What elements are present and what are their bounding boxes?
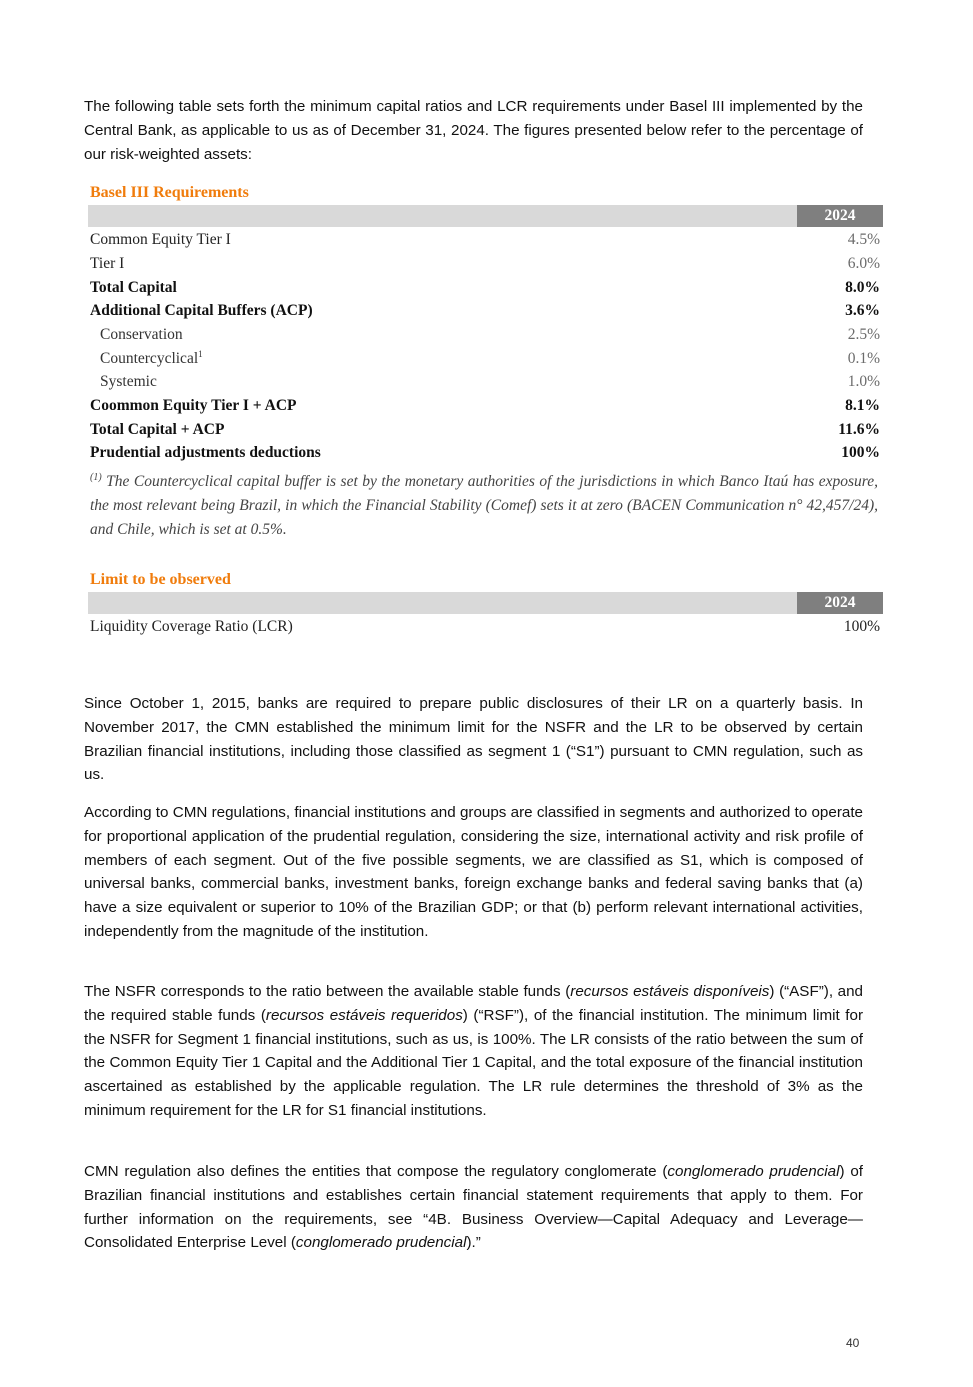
row-value: 100% <box>841 444 880 461</box>
intro-paragraph: The following table sets forth the minimum capital ratios and LCR requirements under Basel III implemented by the Central Bank, as applicable to us as of December 31, 2024. The figures presented below refer to the percentage of our risk-weighted assets: <box>84 98 863 163</box>
row-value: 3.6% <box>845 302 880 319</box>
table-row <box>90 618 880 640</box>
table-row <box>90 326 880 348</box>
paragraph-lr-disclosure: Since October 1, 2015, banks are required to prepare public disclosures of their LR on a quarterly basis. In November 2017, the CMN established the minimum limit for the NSFR and the LR to be observed by certain Brazilian financial institutions, including those classified as segment 1 (“S1”) pursuant to CMN regulation, such as us. <box>84 695 863 784</box>
table-row <box>90 350 880 372</box>
limit-table-header <box>88 592 883 614</box>
table-row <box>90 373 880 395</box>
paragraph-nsfr: The NSFR corresponds to the ratio between the available stable funds (recursos estáveis disponíveis) (“ASF”), and the required stable funds (recursos estáveis requeridos) (“RSF”), of the financial institution. The minimum limit for the NSFR for Segment 1 financial institutions, such as us, is 100%. The LR consists of the ratio between the sum of the Common Equity Tier 1 Capital and the Additional Tier 1 Capital, and the total exposure of the financial institution ascertained as established by the applicable regulation. The LR rule determines the threshold of 3% as the minimum requirement for the LR for S1 financial institutions. <box>84 983 864 1119</box>
row-value: 6.0% <box>847 255 880 272</box>
row-label: Conservation <box>100 326 183 343</box>
row-value: 8.0% <box>845 279 880 296</box>
table-row <box>90 444 880 466</box>
row-value: 2.5% <box>847 326 880 343</box>
row-value: 0.1% <box>847 350 880 367</box>
row-label: Total Capital <box>90 279 177 296</box>
limit-table-title: Limit to be observed <box>90 571 231 588</box>
table-row <box>90 421 880 443</box>
basel-table-header <box>88 205 883 227</box>
row-label: Systemic <box>100 373 157 390</box>
table-row <box>90 302 880 324</box>
table-row <box>90 255 880 277</box>
row-label: Additional Capital Buffers (ACP) <box>90 302 313 319</box>
row-value: 100% <box>843 618 880 635</box>
row-label: Tier I <box>90 255 125 272</box>
table-row <box>90 279 880 301</box>
row-label: Prudential adjustments deductions <box>90 444 321 461</box>
footnote-ref: 1 <box>198 348 203 359</box>
footnote-marker: (1) <box>90 471 102 483</box>
page-number: 40 <box>846 1336 860 1350</box>
row-label: Common Equity Tier I <box>90 231 231 248</box>
row-value: 4.5% <box>847 231 880 248</box>
paragraph-conglomerate: CMN regulation also defines the entities that compose the regulatory conglomerate (conglomerado prudencial) of Brazilian financial institutions and establishes certain financial statement requirements that apply to them. For further information on the requirements, see “4B. Business Overview—Capital Adequacy and Leverage—Consolidated Enterprise Level (conglomerado prudencial).” <box>84 1163 863 1252</box>
row-value: 11.6% <box>838 421 880 438</box>
table-row <box>90 231 880 253</box>
row-label: Countercyclical$^1$ <box>100 348 203 367</box>
paragraph-segments: According to CMN regulations, financial institutions and groups are classified in segments and authorized to operate for proportional application of the prudential regulation, considering the size, international activity and risk profile of members of each segment. Out of the five possible segments, we are classified as S1, which is composed of universal banks, commercial banks, investment banks, foreign exchange banks and federal saving banks that (a) have a size equivalent or superior to 10% of the Brazilian GDP; or that (b) perform relevant international activities, independently from the magnitude of the institution. <box>84 804 863 940</box>
basel-table-title: Basel III Requirements <box>90 184 249 201</box>
limit-year-header: 2024 <box>797 592 883 614</box>
row-label: Coommon Equity Tier I + ACP <box>90 397 297 414</box>
row-label: Total Capital + ACP <box>90 421 225 438</box>
table-footnote: $^{(1)}$ The Countercyclical capital buffer is set by the monetary authorities of the jurisdictions in which Banco Itaú has exposure, the most relevant being Brazil, in which the Financial Stability (Comef) sets it at zero (BACEN Communication n° 42,457/24), and Chile, which is set at 0.5%. <box>90 471 878 538</box>
row-label: Liquidity Coverage Ratio (LCR) <box>90 618 293 635</box>
row-value: 8.1% <box>845 397 880 414</box>
row-value: 1.0% <box>847 373 880 390</box>
basel-year-header: 2024 <box>797 205 883 227</box>
table-row <box>90 397 880 419</box>
